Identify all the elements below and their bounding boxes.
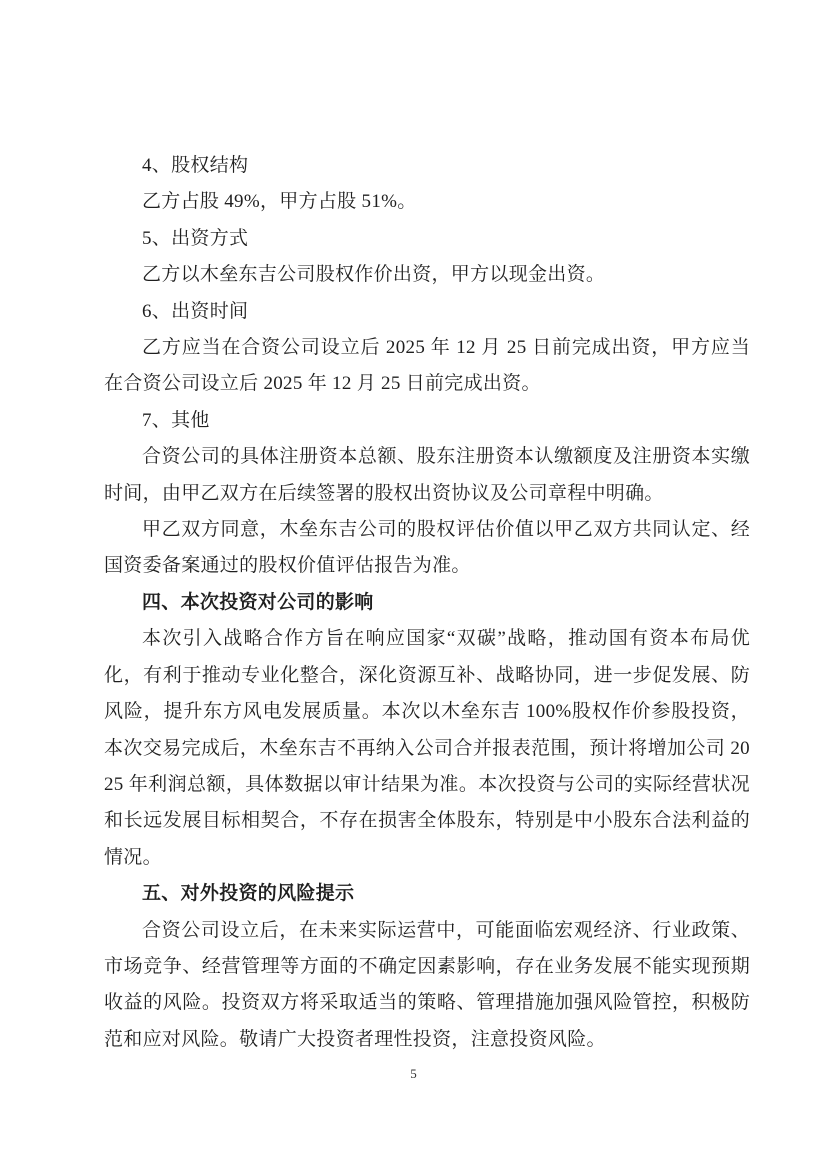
section-heading: 五、对外投资的风险提示: [142, 883, 355, 905]
paragraph: 合资公司的具体注册资本总额、股东注册资本认缴额度及注册资本实缴时间，由甲乙双方在后续签署的股权出资协议及公司章程中明确。: [104, 446, 750, 504]
paragraph: 乙方应当在合资公司设立后 2025 年 12 月 25 日前完成出资，甲方应当在合资公司设立后 2025 年 12 月 25 日前完成出资。: [104, 337, 750, 395]
paragraph: 合资公司设立后，在未来实际运营中，可能面临宏观经济、行业政策、市场竞争、经营管理等方面的不确定因素影响，存在业务发展不能实现预期收益的风险。投资双方将采取适当的策略、管理措施加强风险管控，积极防范和应对风险。敬请广大投资者理性投资，注意投资风险。: [104, 919, 750, 1050]
paragraph: 乙方以木垒东吉公司股权作价出资，甲方以现金出资。: [142, 264, 606, 286]
document-body: [104, 148, 750, 1058]
section-heading: 四、本次投资对公司的影响: [142, 591, 374, 613]
clause-heading: 6、出资时间: [142, 300, 249, 322]
paragraph: 乙方占股 49%，甲方占股 51%。: [142, 191, 417, 213]
page-number: 5: [410, 1066, 417, 1081]
clause-heading: 5、出资方式: [142, 227, 249, 249]
clause-heading: 4、股权结构: [142, 155, 249, 176]
paragraph: 本次引入战略合作方旨在响应国家“双碳”战略，推动国有资本布局优化，有利于推动专业化整合，深化资源互补、战略协同，进一步促发展、防风险，提升东方风电发展质量。本次以木垒东吉 100%股权作价参股投资，本次交易完成后，木垒东吉不再纳入公司合并报表范围，预计将增加公司 2025 年利润总额，具体数据以审计结果为准。本次投资与公司的实际经营状况和长远发展目标相契合，不存在损害全体股东，特别是中小股东合法利益的情况。: [104, 628, 750, 868]
paragraph: 甲乙双方同意，木垒东吉公司的股权评估价值以甲乙双方共同认定、经国资委备案通过的股权价值评估报告为准。: [104, 519, 750, 577]
clause-heading: 7、其他: [142, 409, 210, 431]
page-footer: [0, 1066, 827, 1082]
